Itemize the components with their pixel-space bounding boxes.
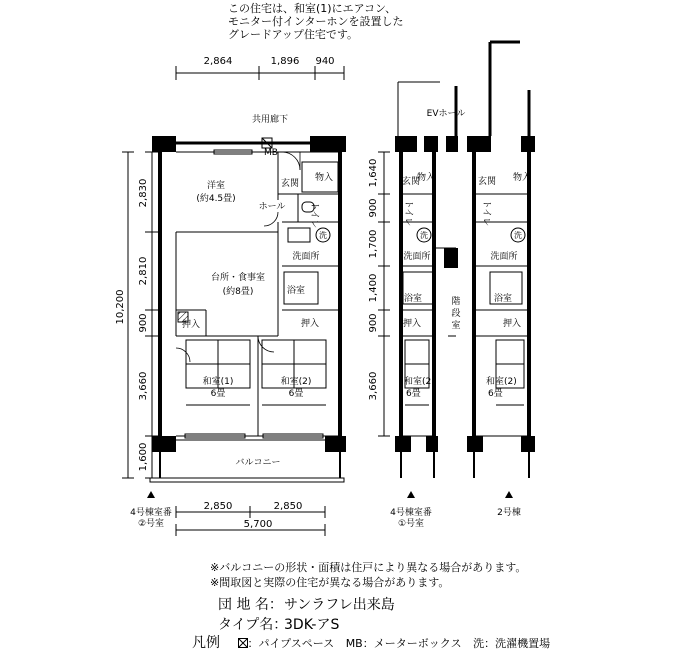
right-laundry-label: 洗 — [514, 231, 522, 240]
dim-left-1: 2,830 — [138, 178, 149, 208]
corridor-label: 共用廊下 — [251, 115, 289, 125]
laundry-label: 洗 — [319, 231, 327, 240]
pipe-space-icon — [238, 638, 248, 648]
mid-toilet-label: トイレ — [403, 199, 413, 227]
middle-dimension-line — [378, 152, 390, 436]
disclaimer-line-1: ※バルコニーの形状・面積は住戸により異なる場合があります。 — [210, 561, 527, 574]
bath-label: 浴室 — [286, 286, 306, 296]
stairs-label-2: 段 — [451, 309, 461, 319]
washitsu1-size: 6畳 — [210, 389, 226, 399]
stairs-label-3: 室 — [451, 321, 461, 331]
grade-up-note-line-3: グレードアップ住宅です。 — [228, 28, 359, 41]
dim-top-3: 940 — [315, 56, 335, 67]
right-bath-label: 浴室 — [494, 294, 513, 304]
unit-marker-2-triangle — [407, 491, 415, 498]
right-entrance-label: 玄関 — [478, 177, 497, 187]
unit-marker-1-line-1: 4号棟室番 — [130, 508, 172, 518]
sink-icon — [288, 228, 310, 242]
dim-mid-2: 900 — [368, 198, 379, 218]
complex-name-row — [218, 595, 395, 615]
complex-name-value: サンラフレ出来島 — [284, 597, 395, 613]
legend-laundry: 洗：洗濯機置場 — [473, 637, 551, 650]
unit-marker-1-triangle — [147, 491, 155, 498]
right-closet-label: 押入 — [502, 319, 522, 329]
dim-top-2: 1,896 — [270, 56, 300, 67]
disclaimer-notes — [210, 560, 526, 590]
kitchen-label: 台所・食事室 — [210, 273, 266, 283]
unit-marker-2-line-1: 4号棟室番 — [390, 508, 432, 518]
dim-mid-1: 1,640 — [368, 158, 379, 188]
mid-washroom-label: 洗面所 — [403, 252, 431, 262]
unit-marker-3-line-1: 2号棟 — [497, 508, 521, 518]
dim-left-total: 10,200 — [115, 289, 126, 325]
dim-mid-4: 1,400 — [368, 273, 379, 303]
right-washroom-label: 洗面所 — [490, 252, 518, 262]
mid-entrance-label: 玄関 — [402, 177, 421, 187]
complex-name-label: 団 地 名： — [218, 597, 283, 613]
mid-storage-label: 物入 — [416, 173, 436, 183]
dim-mid-3: 1,700 — [368, 229, 379, 259]
legend-heading: 凡例 — [192, 635, 220, 651]
closet-left-label: 押入 — [181, 320, 201, 330]
ev-hall-label: EVホール — [426, 109, 466, 119]
mid-laundry-label: 洗 — [420, 231, 428, 240]
washitsu2-label: 和室(2) — [280, 377, 312, 387]
right-storage-label: 物入 — [512, 173, 532, 183]
legend-meter-box: MB：メーターボックス — [345, 637, 462, 650]
legend-pipe-space: ：パイプスペース — [247, 637, 335, 650]
disclaimer-line-2: ※間取図と実際の住宅が異なる場合があります。 — [210, 576, 450, 589]
closet-right-label: 押入 — [300, 319, 320, 329]
mid-washitsu2-label: 和室(2) — [404, 377, 435, 387]
right-toilet-label: トイレ — [481, 199, 491, 227]
dim-left-3: 900 — [138, 313, 149, 333]
type-name-label: タイプ名： — [218, 617, 288, 633]
western-room-label: 洋室 — [206, 181, 226, 191]
washitsu1-label: 和室(1) — [202, 377, 234, 387]
hall-label: ホール — [258, 202, 286, 212]
dim-left-4: 3,660 — [138, 371, 149, 401]
dim-mid-6: 3,660 — [368, 371, 379, 401]
entrance-label: 玄関 — [280, 179, 300, 189]
balcony-label: バルコニー — [235, 458, 281, 468]
washitsu2-size: 6畳 — [288, 389, 304, 399]
legend — [192, 632, 558, 652]
top-dimension-line — [176, 66, 344, 80]
type-name-value: 3DK-アS — [284, 617, 340, 633]
unit-marker-1-line-2: ②号室 — [137, 519, 165, 529]
toilet-label: トイレ — [309, 201, 319, 229]
western-room-size: (約4.5畳) — [196, 194, 236, 204]
unit-marker-2-line-2: ①号室 — [397, 519, 425, 529]
right-washitsu2-label: 和室(2) — [486, 377, 517, 387]
dim-left-2: 2,810 — [138, 256, 149, 286]
kitchen-size: (約8畳) — [222, 287, 254, 297]
dim-bottom-2: 2,850 — [273, 501, 303, 512]
mid-washitsu2-size: 6畳 — [406, 389, 421, 399]
dim-bottom-1: 2,850 — [203, 501, 233, 512]
dim-bottom-total: 5,700 — [243, 519, 273, 530]
dim-top-1: 2,864 — [203, 56, 233, 67]
storage-label: 物入 — [314, 173, 334, 183]
grade-up-note-line-2: モニター付インターホンを設置した — [228, 15, 404, 28]
mb-label: MB — [264, 148, 278, 158]
dim-left-5: 1,600 — [138, 442, 149, 472]
mid-closet-label: 押入 — [402, 319, 422, 329]
unit-marker-3-triangle — [505, 491, 513, 498]
property-info — [218, 595, 395, 635]
stairs-label-1: 階 — [451, 297, 461, 307]
washroom-label: 洗面所 — [292, 252, 320, 262]
dim-mid-5: 900 — [368, 313, 379, 333]
mid-bath-label: 浴室 — [404, 294, 423, 304]
right-washitsu2-size: 6畳 — [488, 389, 503, 399]
grade-up-note-line-1: この住宅は、和室(1)にエアコン、 — [228, 2, 397, 15]
